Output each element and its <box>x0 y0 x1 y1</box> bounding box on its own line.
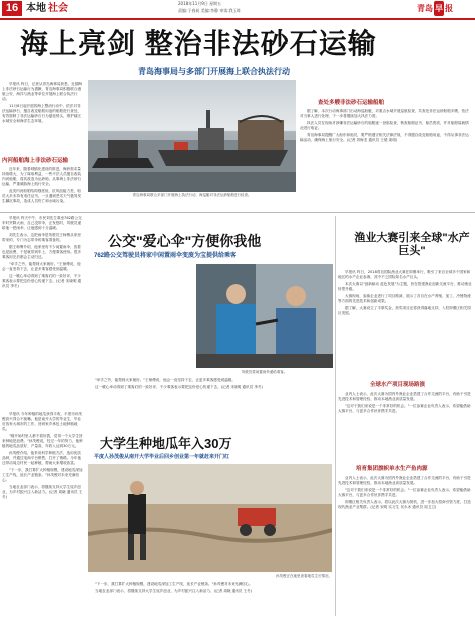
article4-para: 据了解，大赛设立了丰厚奖金，获奖项目还将获得落地支持，入驻即墨区相关园区发展。 <box>338 306 471 315</box>
article3-photo <box>88 464 332 572</box>
article1-headline: 海上亮剑 整治非法砂石运输 <box>20 28 377 59</box>
article1-right-text <box>300 109 472 209</box>
article4-para: 本次大赛以"创新驱动 蓝色发展"为主题，旨在搭建渔业创新交流平台，推动渔业转型升级。 <box>338 282 472 291</box>
article3-para: 当地农业部门表示，将继续支持大学生返乡创业，为乡村振兴注入新活力。(记者 周晓 通讯员 王冬) <box>2 485 83 499</box>
section-label-right: 社会 <box>48 3 68 14</box>
article2-para: 这一暖心举动得到了乘客们的一致好评，不少乘客表示要把这份爱心传递下去。(记者 宋晓明 通讯员 李冬) <box>95 385 263 389</box>
editor-line: 责编:于春昶 美编:李静 审读:我玉璋 <box>178 8 241 13</box>
article3-left-text <box>2 412 84 616</box>
article3-para: 当地农业部门表示，将继续支持大学生返乡创业，为乡村振兴注入新活力。(记者 周晓 通讯员 王冬) <box>95 589 253 593</box>
article1-para: 11月6日起开展的海上整治行动中，依法对非法运输砂石、擅自改变船舶用途的船舶进行查处，有效遏制了非法运输砂石行为蔓延势头，维护辖区水域安全和海洋生态环境。 <box>2 104 82 123</box>
bus-driver-illustration <box>196 264 333 368</box>
article3-para: 早报讯 今年种植的地瓜获得丰收，平度市孙茂俊高兴得合不拢嘴。他是南开大学的毕业生，毕业后放弃大城市的工作，回到家乡承包土地种植地瓜。 <box>2 412 83 431</box>
article1-para: 近年来，随着城镇化建设的推进，海砂需求量持续增大，为了谋取利益，一些不法人员擅自改装内河船舶，将其改造为运砂船，从事海上非法砂石运输，严重威胁海上航行安全。 <box>2 167 82 186</box>
article2-deck: 762路公交驾驶员将家中闲置雨伞变废为宝提供给乘客 <box>94 253 237 259</box>
article3-deck: 平度人孙茂俊从南开大学毕业后回乡创业第一年就赶来开门红 <box>94 454 230 460</box>
article2-left-text <box>2 216 84 396</box>
article2-photo-caption: 驾驶员将闲置雨伞递给乘客。 <box>241 370 288 374</box>
section-label-left: 本地 <box>26 3 46 14</box>
article1-deck: 青岛海事局与多部门开展海上联合执法行动 <box>138 67 290 76</box>
logo-text-a: 青岛 <box>417 4 433 13</box>
article4-para: 大赛现场，参赛企业进行了项目路演，展示了各自在水产养殖、加工、冷链物流等方面的先进技术和创新成果。 <box>338 294 471 303</box>
date-line: 2018年11月9日 星期五 <box>178 1 222 6</box>
divider <box>0 212 475 213</box>
article4-subhead-1: 全球水产项目现场路演 <box>370 382 426 388</box>
article1-photo <box>88 80 296 192</box>
article4-subhead-2: 培育集团旗帜单水生产鱼肉源 <box>356 466 428 472</box>
article1-para: 早报讯 昨日，记者从青岛海事局获悉，近期海上非法砂石运输行为猖獗，青岛海事局积极联合港航公安、海洋与渔业等单位开展海上联合执法行动。 <box>2 82 83 101</box>
article3-para: "刚开始村里人都不看好我，觉得一个大学生回来种地是浪费。"孙茂俊说，经过一年的努力，他种植的地瓜品质好、产量高，年收入达到30万元。 <box>2 434 83 448</box>
ship-illustration <box>88 80 296 192</box>
article4-para: "这对于我们来说是一个非常好的机会。"一位参赛企业负责人表示，希望能借助大赛平台，与更多合作伙伴携手共进。 <box>338 404 471 413</box>
article2-para: 刘先生表示，这把雨伞是驾驶员王师傅从家里带来的，专门为忘带伞的乘客准备的。 <box>2 233 81 242</box>
article4-para: 即墨区相关负责人表示，将以此次大赛为契机，进一步加大招商引资力度，打造现代渔业产业集群。(记者 宋明 实习生 吴永冰 通讯员 周卫卫) <box>338 500 471 509</box>
page-header <box>0 0 475 20</box>
article3-bottom-text <box>88 582 332 616</box>
article4-text-3 <box>338 476 472 618</box>
article1-left-text-2 <box>2 167 84 207</box>
article4-text <box>338 270 472 380</box>
farmer-illustration <box>88 464 332 572</box>
article4-para: 业内人士表示，此次大赛为国内外渔业企业搭建了合作交流的平台，有助于引进先进技术和管理经验，推动本地渔业高质量发展。 <box>338 392 471 401</box>
article4-text-2 <box>338 392 472 462</box>
article4-para: "这对于我们来说是一个非常好的机会。"一位参赛企业负责人表示，希望能借助大赛平台，与更多合作伙伴携手共进。 <box>338 488 471 497</box>
article3-para: "下一步，我打算扩大种植规模，建设地瓜深加工生产线，延长产业链条。"孙茂俊对未来充满信心。 <box>95 582 253 586</box>
article3-photo-caption: 孙茂俊正在地里查看地瓜生长情况。 <box>276 574 332 578</box>
newspaper-logo <box>417 1 453 16</box>
article3-para: 孙茂俊介绍，他采用科学种植方法，选用优质品种，并通过电商平台销售，打开了销路。今年他还带动周边村民一起种植，帮助大家增收致富。 <box>2 451 82 465</box>
page-number: 16 <box>2 1 22 16</box>
article2-photo <box>196 264 333 368</box>
article1-far-left-text <box>2 82 84 156</box>
article2-headline: 公交"爱心伞"方便你我他 <box>108 233 262 249</box>
article1-subhead-2: 查处多艘非法砂石运输船舶 <box>318 100 385 106</box>
article4-para: 早报讯 昨日，2018青岛国际渔业大赛在即墨举行，吸引了来自全球多个国家和地区的水产企业参赛，其中不乏国际知名水产巨头。 <box>338 270 471 279</box>
article3-para: "下一步，我打算扩大种植规模，建设地瓜深加工生产线，延长产业链条。"孙茂俊对未来充满信心。 <box>2 468 83 482</box>
article2-para: "举手之劳，能帮到大家就好。"王师傅说，他会一直坚持下去，让更多乘客感受到温暖。 <box>2 262 81 271</box>
article1-para: 执法人员在现场对涉嫌非法运输砂石的船舶逐一登临检查，核查船舶证书、船员资质，并对船舶装载情况进行取证。 <box>300 121 469 130</box>
article1-subhead-1: 内河船舶海上非法砂石运输 <box>2 158 69 164</box>
logo-text-c: 报 <box>445 4 453 13</box>
article2-para: 据王师傅介绍，他家里有不少闲置雨伞，放着也是浪费，于是就带到车上，方便乘客使用。很多乘客用完后都会主动归还。 <box>2 245 82 259</box>
article3-headline: 大学生种地瓜年入30万 <box>100 436 232 451</box>
article1-para: 青岛海事局提醒广大船东和船员，要严格遵守相关法律法规，不得擅自改变船舶用途，不得从事非法运输活动，确保海上航行安全。(记者 刘海龙 通讯员 王德 姜明) <box>300 133 469 142</box>
article4-para: 业内人士表示，此次大赛为国内外渔业企业搭建了合作交流的平台，有助于引进先进技术和管理经验，推动本地渔业高质量发展。 <box>338 476 471 485</box>
article2-para: 早报讯 昨天中午，市民刘先生乘坐762路公交车时突降大雨，自己没带伞，正发愁时，驾驶员递给他一把雨伞，让他感到十分温暖。 <box>2 216 82 230</box>
article2-bottom-text <box>88 378 333 404</box>
article1-para: 据了解，本次行动海事部门出动海巡船艇，对重点水域开展巡航检查，共查处非法运砂船舶多艘，依法对当事人进行处理，下一步将继续加大执法力度。 <box>300 109 469 118</box>
column-divider <box>335 216 336 616</box>
article1-photo-caption: 青岛海事局联合多部门开展海上执法行动，海巡艇对非法运砂船舶进行检查。 <box>132 193 252 197</box>
logo-text-b: 早 <box>434 1 444 16</box>
article4-headline: 渔业大赛引来全球"水产巨头" <box>354 232 470 257</box>
article1-para: 此类内河船舶结构强度低、抗风浪能力差，船员大多未持有适任证书，一旦遇到恶劣天气极易发生翻沉事故，造成人员伤亡和水域污染。 <box>2 189 82 203</box>
article2-para: "举手之劳，能帮到大家就好。"王师傅说，他会一直坚持下去，让更多乘客感受到温暖。 <box>95 378 235 382</box>
article2-para: 这一暖心举动得到了乘客们的一致好评，不少乘客表示要把这份爱心传递下去。(记者 宋晓明 通讯员 李冬) <box>2 274 82 288</box>
